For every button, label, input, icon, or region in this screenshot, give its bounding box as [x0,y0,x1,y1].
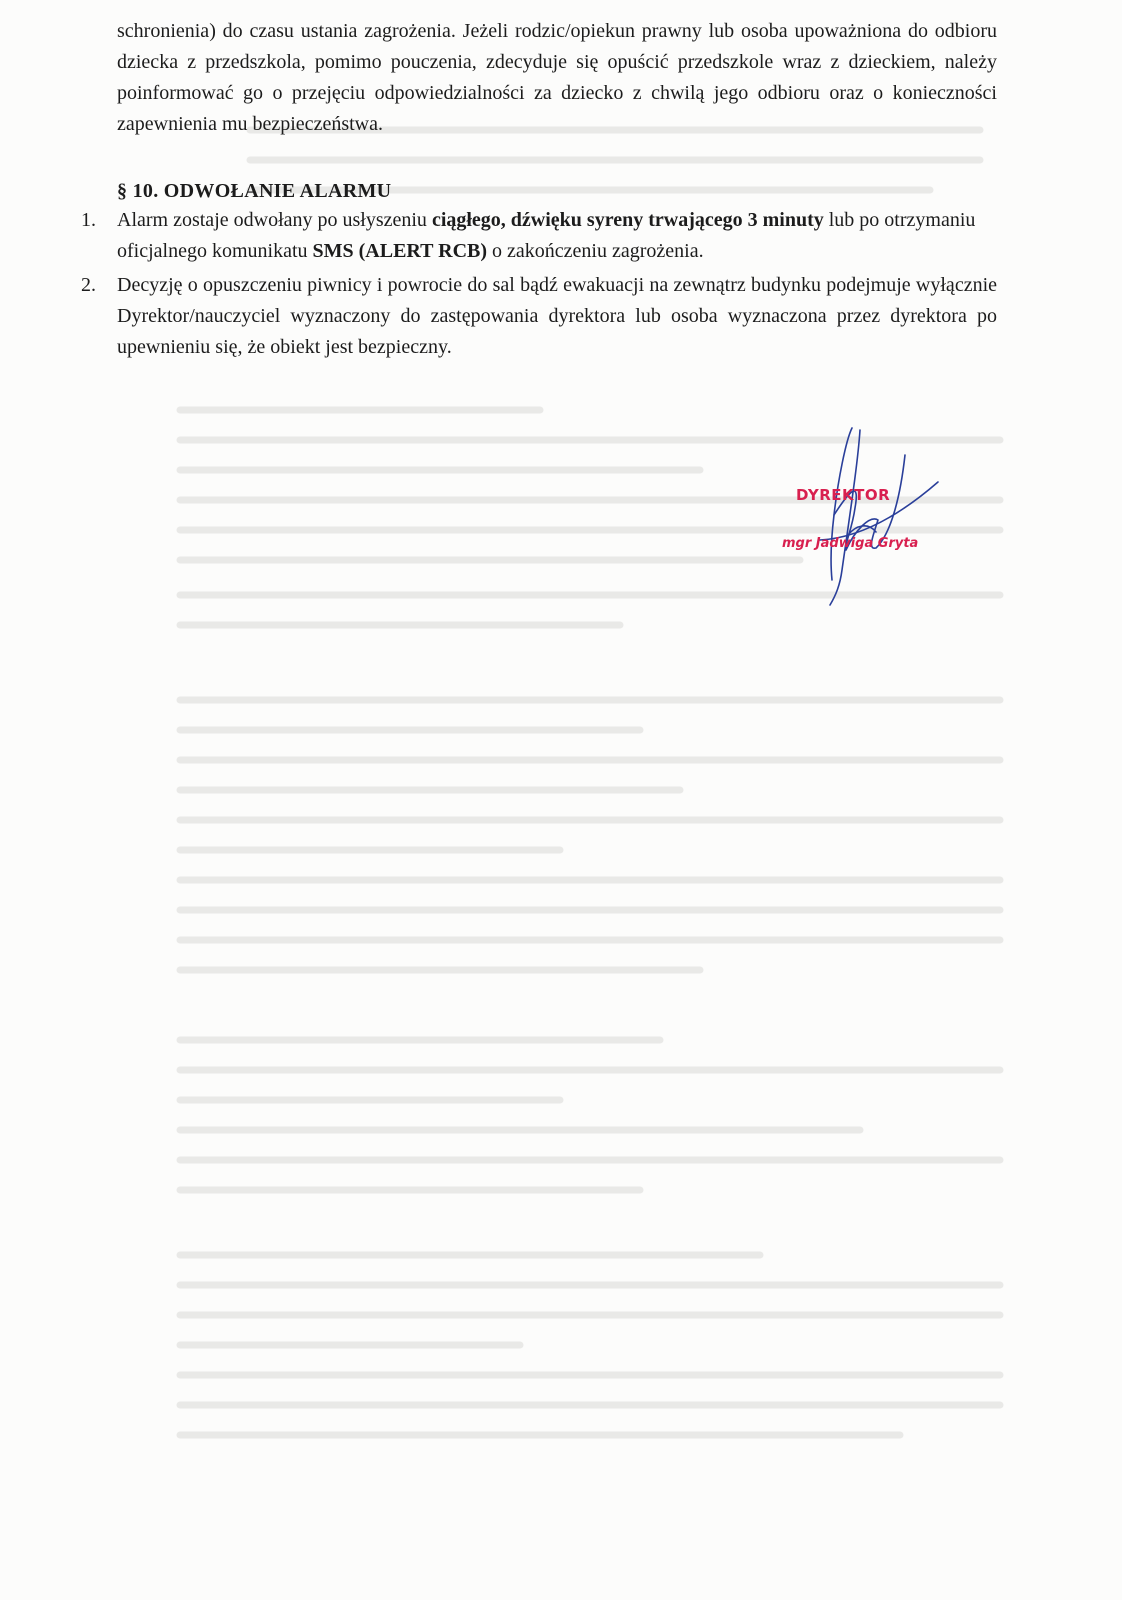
item-text-part: Alarm zostaje odwołany po usłyszeniu [117,209,432,231]
signature-icon [760,420,960,610]
alarm-cancellation-list [81,205,997,366]
list-number: 1. [81,209,96,231]
section-heading: § 10. ODWOŁANIE ALARMU [117,180,392,202]
intro-paragraph: schronienia) do czasu ustania zagrożenia. Jeżeli rodzic/opiekun prawny lub osoba upoważniona do odbioru dziecka z przedszkola, pomimo pouczenia, zdecyduje się opuścić przedszkole wraz z dzieckiem, należy poinformować go o przejęciu odpowiedzialności za dziecko z chwilą jego odbioru oraz o konieczności zapewnienia mu bezpieczeństwa. [117,20,997,135]
item-bold-sms: SMS (ALERT RCB) [312,240,488,262]
item-bold-siren: ciągłego, dźwięku syreny trwającego 3 minuty [431,209,824,231]
item-text: Decyzję o opuszczeniu piwnicy i powrocie do sal bądź ewakuacji na zewnątrz budynku podejmuje wyłącznie Dyrektor/nauczyciel wyznaczony do zastępowania dyrektora lub osoba wyznaczona przez dyrektora po upewnieniu się, że obiekt jest bezpieczny. [117,274,997,358]
item-text-part: lub po otrzymaniu oficjalnego komunikatu [117,209,976,262]
item-text-part: o zakończeniu zagrożenia. [487,240,704,262]
stamp-name: mgr Jadwiga Gryta [782,536,919,551]
list-item [81,205,997,267]
list-item [81,270,997,363]
stamp-title: DYREKTOR [796,486,891,504]
list-number: 2. [81,274,96,296]
